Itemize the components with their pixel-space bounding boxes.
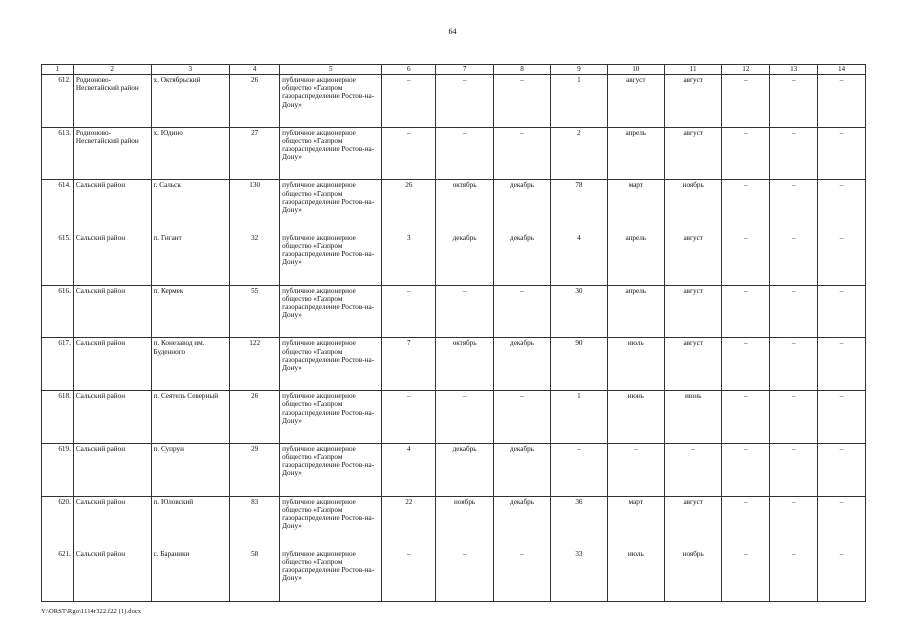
operator: публичное акционерное общество «Газпром газораспределение Ростов-на-Дону» — [280, 75, 382, 128]
col-6-value: – — [382, 75, 436, 128]
col-13-value: – — [770, 549, 818, 602]
col-6-value: 26 — [382, 180, 436, 233]
row-number: 621. — [42, 549, 74, 602]
col-14-value: – — [818, 233, 866, 286]
col-11-month: ноябрь — [664, 180, 721, 233]
col-12-value: – — [722, 285, 770, 338]
col-13-value: – — [770, 233, 818, 286]
settlement: п. Кермек — [151, 285, 230, 338]
column-number-6: 6 — [382, 65, 436, 75]
col-9-value: 36 — [551, 496, 607, 549]
col-10-month: – — [607, 443, 664, 496]
col-9-value: 78 — [551, 180, 607, 233]
column-number-4: 4 — [230, 65, 280, 75]
table-row — [42, 127, 866, 180]
col-6-value: – — [382, 127, 436, 180]
district: Сальский район — [73, 285, 151, 338]
column-number-row — [42, 65, 866, 75]
col-11-month: август — [664, 75, 721, 128]
col-4-value: 58 — [230, 549, 280, 602]
col-8-month: декабрь — [493, 443, 550, 496]
district: Сальский район — [73, 338, 151, 391]
column-number-13: 13 — [770, 65, 818, 75]
district: Сальский район — [73, 443, 151, 496]
row-number: 619. — [42, 443, 74, 496]
col-4-value: 130 — [230, 180, 280, 233]
settlement: п. Гигант — [151, 233, 230, 286]
col-14-value: – — [818, 496, 866, 549]
col-8-month: – — [493, 285, 550, 338]
col-6-value: 7 — [382, 338, 436, 391]
table-row — [42, 549, 866, 602]
table-row — [42, 180, 866, 233]
table-row — [42, 233, 866, 286]
footer-file-path: Y:\ORST\Rgo\1114r322.f22 (1).docx — [41, 608, 142, 615]
col-9-value: 90 — [551, 338, 607, 391]
col-6-value: 22 — [382, 496, 436, 549]
col-12-value: – — [722, 75, 770, 128]
col-13-value: – — [770, 338, 818, 391]
col-4-value: 29 — [230, 443, 280, 496]
col-9-value: 30 — [551, 285, 607, 338]
district: Сальский район — [73, 549, 151, 602]
settlement: п. Конезавод им. Буденного — [151, 338, 230, 391]
col-7-month: – — [436, 127, 493, 180]
col-10-month: апрель — [607, 233, 664, 286]
col-7-month: декабрь — [436, 443, 493, 496]
district: Сальский район — [73, 496, 151, 549]
column-number-12: 12 — [722, 65, 770, 75]
col-11-month: август — [664, 285, 721, 338]
col-10-month: июнь — [607, 391, 664, 444]
col-7-month: октябрь — [436, 180, 493, 233]
settlement: х. Октябрьский — [151, 75, 230, 128]
district: Родионово-Несветайский район — [73, 75, 151, 128]
col-8-month: декабрь — [493, 233, 550, 286]
row-number: 617. — [42, 338, 74, 391]
col-13-value: – — [770, 285, 818, 338]
column-number-3: 3 — [151, 65, 230, 75]
plan-table — [41, 64, 866, 602]
settlement: п. Юловский — [151, 496, 230, 549]
column-number-11: 11 — [664, 65, 721, 75]
col-6-value: 4 — [382, 443, 436, 496]
col-10-month: август — [607, 75, 664, 128]
col-11-month: август — [664, 127, 721, 180]
col-9-value: 4 — [551, 233, 607, 286]
table-row — [42, 443, 866, 496]
col-9-value: – — [551, 443, 607, 496]
row-number: 620. — [42, 496, 74, 549]
table-row — [42, 338, 866, 391]
col-11-month: июнь — [664, 391, 721, 444]
col-10-month: март — [607, 180, 664, 233]
col-7-month: ноябрь — [436, 496, 493, 549]
row-number: 612. — [42, 75, 74, 128]
operator: публичное акционерное общество «Газпром газораспределение Ростов-на-Дону» — [280, 285, 382, 338]
col-10-month: июль — [607, 549, 664, 602]
col-11-month: август — [664, 496, 721, 549]
district: Сальский район — [73, 391, 151, 444]
col-11-month: ноябрь — [664, 549, 721, 602]
column-number-5: 5 — [280, 65, 382, 75]
row-number: 618. — [42, 391, 74, 444]
col-14-value: – — [818, 338, 866, 391]
operator: публичное акционерное общество «Газпром газораспределение Ростов-на-Дону» — [280, 443, 382, 496]
col-14-value: – — [818, 75, 866, 128]
col-4-value: 122 — [230, 338, 280, 391]
col-8-month: декабрь — [493, 180, 550, 233]
column-number-9: 9 — [551, 65, 607, 75]
col-7-month: – — [436, 285, 493, 338]
col-7-month: декабрь — [436, 233, 493, 286]
col-9-value: 2 — [551, 127, 607, 180]
col-7-month: – — [436, 391, 493, 444]
col-4-value: 55 — [230, 285, 280, 338]
col-10-month: апрель — [607, 285, 664, 338]
col-6-value: 3 — [382, 233, 436, 286]
column-number-1: 1 — [42, 65, 74, 75]
settlement: п. Сеятель Северный — [151, 391, 230, 444]
col-13-value: – — [770, 75, 818, 128]
col-11-month: август — [664, 233, 721, 286]
col-8-month: – — [493, 391, 550, 444]
column-number-10: 10 — [607, 65, 664, 75]
col-12-value: – — [722, 391, 770, 444]
settlement: х. Юдино — [151, 127, 230, 180]
col-12-value: – — [722, 233, 770, 286]
col-12-value: – — [722, 496, 770, 549]
col-9-value: 33 — [551, 549, 607, 602]
col-14-value: – — [818, 127, 866, 180]
settlement: с. Бараники — [151, 549, 230, 602]
col-4-value: 26 — [230, 391, 280, 444]
operator: публичное акционерное общество «Газпром газораспределение Ростов-на-Дону» — [280, 233, 382, 286]
col-14-value: – — [818, 285, 866, 338]
col-9-value: 1 — [551, 75, 607, 128]
col-13-value: – — [770, 443, 818, 496]
col-13-value: – — [770, 180, 818, 233]
col-6-value: – — [382, 549, 436, 602]
col-10-month: март — [607, 496, 664, 549]
col-14-value: – — [818, 180, 866, 233]
column-number-2: 2 — [73, 65, 151, 75]
col-13-value: – — [770, 391, 818, 444]
col-4-value: 26 — [230, 75, 280, 128]
col-8-month: – — [493, 127, 550, 180]
table-row — [42, 285, 866, 338]
operator: публичное акционерное общество «Газпром газораспределение Ростов-на-Дону» — [280, 127, 382, 180]
col-4-value: 32 — [230, 233, 280, 286]
col-7-month: – — [436, 75, 493, 128]
row-number: 614. — [42, 180, 74, 233]
col-14-value: – — [818, 391, 866, 444]
col-7-month: октябрь — [436, 338, 493, 391]
operator: публичное акционерное общество «Газпром газораспределение Ростов-на-Дону» — [280, 549, 382, 602]
row-number: 616. — [42, 285, 74, 338]
operator: публичное акционерное общество «Газпром газораспределение Ростов-на-Дону» — [280, 180, 382, 233]
table-row — [42, 391, 866, 444]
settlement: г. Сальск — [151, 180, 230, 233]
col-11-month: август — [664, 338, 721, 391]
col-14-value: – — [818, 443, 866, 496]
col-8-month: – — [493, 75, 550, 128]
col-12-value: – — [722, 443, 770, 496]
table-row — [42, 496, 866, 549]
col-8-month: декабрь — [493, 338, 550, 391]
district: Сальский район — [73, 180, 151, 233]
operator: публичное акционерное общество «Газпром газораспределение Ростов-на-Дону» — [280, 391, 382, 444]
column-number-14: 14 — [818, 65, 866, 75]
col-12-value: – — [722, 549, 770, 602]
page-number: 64 — [448, 27, 457, 36]
col-8-month: – — [493, 549, 550, 602]
col-10-month: апрель — [607, 127, 664, 180]
col-6-value: – — [382, 285, 436, 338]
col-10-month: июль — [607, 338, 664, 391]
row-number: 615. — [42, 233, 74, 286]
table-row — [42, 75, 866, 128]
col-6-value: – — [382, 391, 436, 444]
col-4-value: 83 — [230, 496, 280, 549]
district: Родионово-Несветайский район — [73, 127, 151, 180]
col-7-month: – — [436, 549, 493, 602]
col-12-value: – — [722, 338, 770, 391]
col-14-value: – — [818, 549, 866, 602]
col-9-value: 1 — [551, 391, 607, 444]
col-4-value: 27 — [230, 127, 280, 180]
column-number-8: 8 — [493, 65, 550, 75]
settlement: п. Супрун — [151, 443, 230, 496]
col-13-value: – — [770, 496, 818, 549]
col-11-month: – — [664, 443, 721, 496]
col-13-value: – — [770, 127, 818, 180]
col-12-value: – — [722, 127, 770, 180]
operator: публичное акционерное общество «Газпром газораспределение Ростов-на-Дону» — [280, 496, 382, 549]
column-number-7: 7 — [436, 65, 493, 75]
district: Сальский район — [73, 233, 151, 286]
col-12-value: – — [722, 180, 770, 233]
col-8-month: декабрь — [493, 496, 550, 549]
row-number: 613. — [42, 127, 74, 180]
operator: публичное акционерное общество «Газпром газораспределение Ростов-на-Дону» — [280, 338, 382, 391]
